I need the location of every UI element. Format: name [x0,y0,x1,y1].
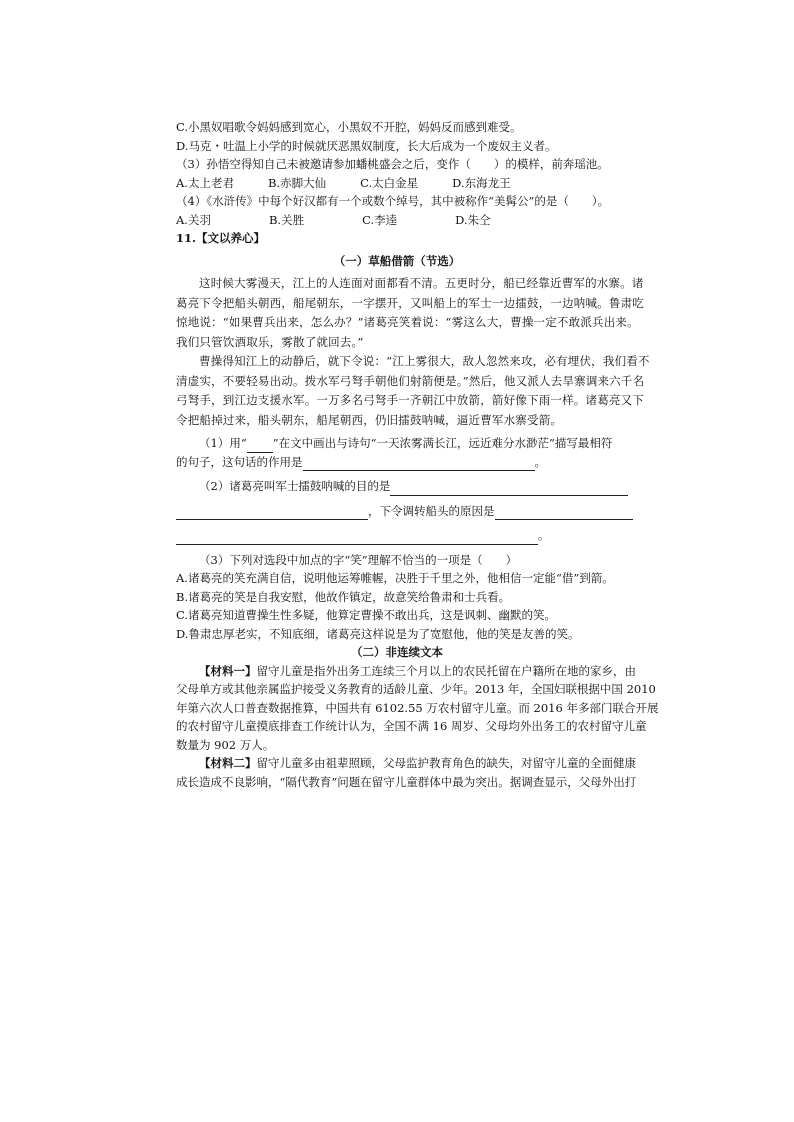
answer-blank[interactable] [495,519,633,520]
answer-blank[interactable] [390,495,628,496]
material-2-label: 【材料二】 [199,756,257,770]
answer-blank[interactable] [176,544,538,545]
material-line: 成长造成不良影响，“隔代教育”问题在留守儿童群体中最为突出。据调查显示，父母外出打 [176,774,637,789]
q11-3-option-c: C.诸葛亮知道曹操生性多疑，他算定曹操不敢出兵，这是讽刺、幽默的笑。 [176,608,557,622]
passage-line: 葛亮下令把船头朝西，船尾朝东，一字摆开，又叫船上的军士一边擂鼓，一边呐喊。鲁肃吃 [176,295,644,310]
material-line: 数量为 902 万人。 [176,737,275,752]
passage-line: 曹操得知江上的动静后，就下令说：“江上雾很大，敌人忽然来攻，必有埋伏，我们看不 [199,354,650,368]
q10-3-option-b: B.赤脚大仙 [267,175,327,190]
q11-2-line2: ，下令调转船头的原因是 [176,502,618,521]
q10-4-option-a: A.关羽 [176,212,211,227]
q10-3-options [176,174,618,193]
q11-1-line1: （1）用“ ”在文中画出与诗句“一天浓雾满长江，远近难分水渺茫”描写最相符 [176,434,618,453]
q10-3-option-d: D.东海龙王 [452,175,511,190]
passage-line: 清虚实，不要轻易出动。拨水军弓弩手朝他们射箭便是。”然后，他又派人去旱寨调来六千名 [176,373,645,388]
q10-4-option-b: B.关胜 [268,212,305,227]
q10-option-d: D.马克・吐温上小学的时候就厌恶黑奴制度，长大后成为一个废奴主义者。 [176,138,557,153]
material-line: 年第六次人口普查数据推算，中国共有 6102.55 万农村留守儿童。而 2016 年多部门联合开展 [176,700,659,715]
q10-3-stem: （3）孙悟空得知自己未被邀请参加蟠桃盛会之后，变作（ ）的模样，前奔瑶池。 [176,157,609,171]
passage-paragraph-1 [176,274,644,352]
q11-2-line1: （2）诸葛亮叫军士擂鼓呐喊的目的是 [176,477,618,496]
q11-label: 11.【文以养心】 [176,231,266,245]
answer-blank[interactable] [303,470,535,471]
q10-4-option-c: C.李逵 [362,212,398,227]
material-line: 的农村留守儿童摸底排查工作统计认为，全国不满 16 周岁、父母均外出务工的农村留守儿童 [176,719,647,733]
passage-line: 我们只管饮酒取乐，雾散了就回去。” [176,334,364,349]
q10-3-option-c: C.太白金星 [360,175,419,190]
q11-2-line3: 。 [176,526,618,545]
passage-paragraph-2 [176,352,650,430]
q10-4-stem: （4）《水浒传》中每个好汉都有一个或数个绰号，其中被称作“美髯公”的是（ ）。 [176,194,610,208]
material-line: 父母单方或其他亲属监护接受义务教育的适龄儿童、少年。2013 年，全国妇联根据中国 2010 [176,682,656,696]
q11-3-option-a: A.诸葛亮的笑充满自信，说明他运筹帷幄，决胜于千里之外，他相信一定能“借”到箭。 [176,571,614,585]
section1-title: （一）草船借箭（节选） [333,253,461,268]
material-1 [176,662,659,755]
material-2 [176,754,637,791]
passage-line: 这时候大雾漫天，江上的人连面对面都看不清。五更时分，船已经靠近曹军的水寨。诸 [199,276,644,290]
material-line: 【材料一】留守儿童是指外出务工连续三个月以上的农民托留在户籍所在地的家乡，由 [199,663,636,678]
q10-4-option-d: D.朱仝 [455,212,491,227]
q11-1-line2: 的句子，这句话的作用是 。 [176,453,618,472]
q10-option-c: C.小黑奴唱歌令妈妈感到宽心，小黑奴不开腔，妈妈反而感到难受。 [176,120,522,134]
q11-3-option-d: D.鲁肃忠厚老实，不知底细，诸葛亮这样说是为了宽慰他，他的笑是友善的笑。 [176,626,580,641]
q10-3-option-a: A.太上老君 [176,175,234,190]
material-line: 【材料二】留守儿童多由祖辈照顾，父母监护教育角色的缺失，对留守儿童的全面健康 [199,756,636,770]
q11-3-stem: （3）下列对选段中加点的字“笑”理解不恰当的一项是（ ） [199,552,518,567]
exam-page [176,118,659,791]
section2-title: （二）非连续文本 [351,645,443,659]
passage-line: 惊地说：“如果曹兵出来，怎么办？”诸葛亮笑着说：“雾这么大，曹操一定不敢派兵出来。 [176,315,639,329]
passage-line: 令把船掉过来，船头朝东，船尾朝西，仍旧擂鼓呐喊，逼近曹军水寨受箭。 [176,412,563,427]
material-1-label: 【材料一】 [199,663,257,678]
passage-line: 弓弩手，到江边支援水军。一万多名弓弩手一齐朝江中放箭，箭好像下雨一样。诸葛亮又下 [176,393,644,407]
q11-3-option-b: B.诸葛亮的笑是自我安慰，他故作镇定，故意笑给鲁肃和士兵看。 [176,589,511,604]
answer-blank[interactable] [176,519,368,520]
q10-4-options [176,211,618,230]
